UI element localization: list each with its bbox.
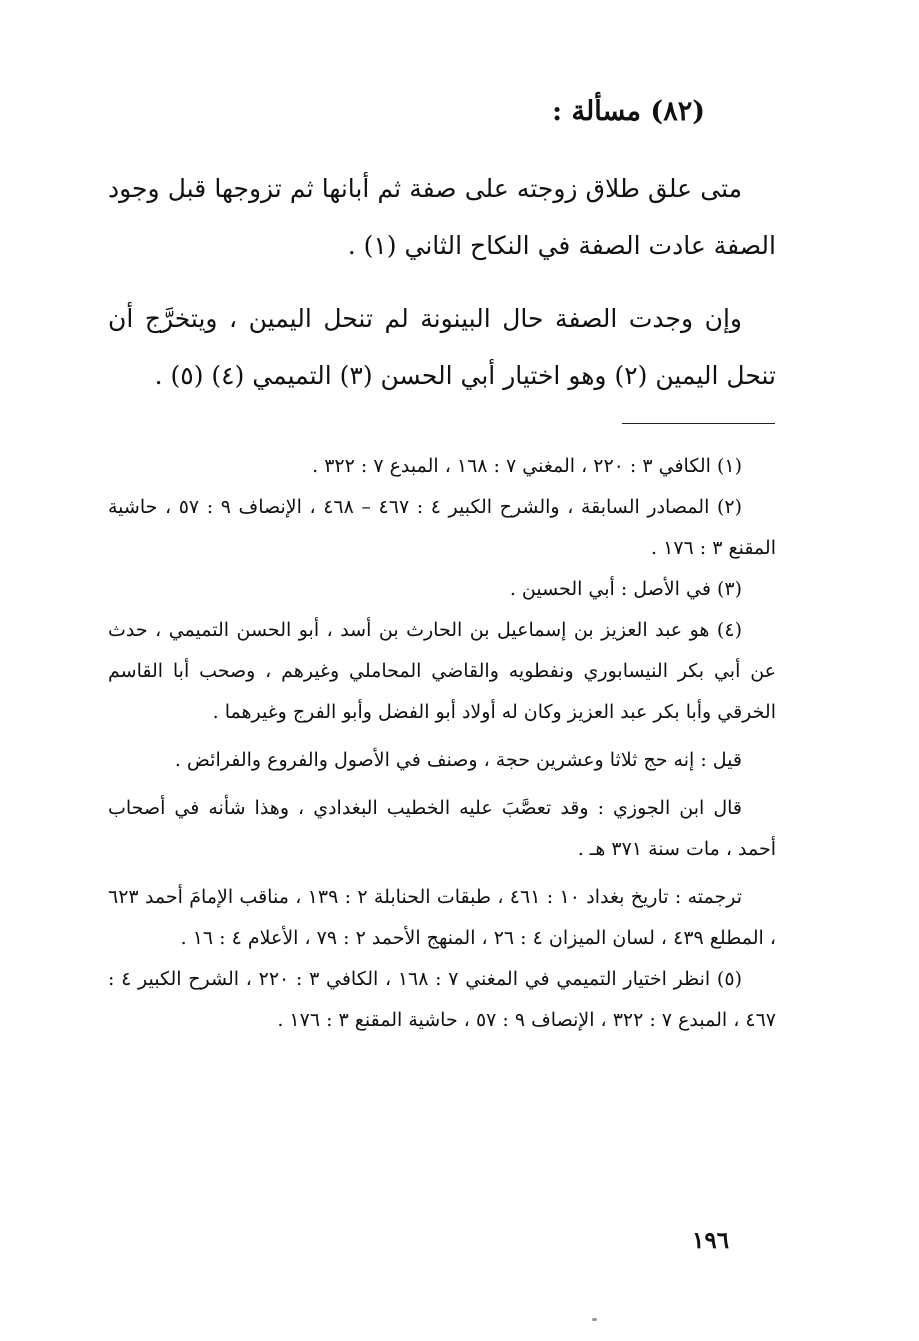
- main-paragraph: وإن وجدت الصفة حال البينونة لم تنحل اليمين ، ويتخرَّج أن تنحل اليمين (٢) وهو اختيار أبي الحسن (٣) التميمي (٤) (٥) .: [108, 304, 776, 390]
- issue-heading: (٨٢) مسألة :: [552, 96, 705, 127]
- footnote-separator: [622, 423, 775, 424]
- footnote-3: (٣) في الأصل : أبي الحسين .: [509, 578, 742, 600]
- footnote-4: (٤) هو عبد العزيز بن إسماعيل بن الحارث بن أسد ، أبو الحسن التميمي ، حدث عن أبي بكر النيسابوري ونفطويه والقاضي المحاملي وغيرهم ، وصحب أبا القاسم الخرقي وأبا بكر عبد العزيز وكان له أولاد أبو الفضل وأبو الفرج وغيرهما .: [108, 619, 776, 723]
- footnote-4-sources: ترجمته : تاريخ بغداد ١٠ : ٤٦١ ، طبقات الحنابلة ٢ : ١٣٩ ، مناقب الإمامَ أحمد ٦٢٣ ، المطلع ٤٣٩ ، لسان الميزان ٤ : ٢٦ ، المنهج الأحمد ٢ : ٧٩ ، الأعلام ٤ : ١٦ .: [108, 886, 776, 949]
- main-paragraph: متى علق طلاق زوجته على صفة ثم أبانها ثم تزوجها قبل وجود الصفة عادت الصفة في النكاح الثاني (١) .: [108, 174, 776, 260]
- footnote-4-continued: قيل : إنه حج ثلاثا وعشرين حجة ، وصنف في الأصول والفروع والفرائض .: [174, 749, 742, 771]
- main-text: [108, 160, 776, 420]
- footnote-2: (٢) المصادر السابقة ، والشرح الكبير ٤ : ٤٦٧ – ٤٦٨ ، الإنصاف ٩ : ٥٧ ، حاشية المقنع ٣ : ١٧٦ .: [108, 496, 776, 559]
- footnote-1: (١) الكافي ٣ : ٢٢٠ ، المغني ٧ : ١٦٨ ، المبدع ٧ : ٣٢٢ .: [312, 455, 742, 477]
- footnote-5: (٥) انظر اختيار التميمي في المغني ٧ : ١٦٨ ، الكافي ٣ : ٢٢٠ ، الشرح الكبير ٤ : ٤٦٧ ، المبدع ٧ : ٣٢٢ ، الإنصاف ٩ : ٥٧ ، حاشية المقنع ٣ : ١٧٦ .: [108, 968, 776, 1031]
- page-number: ١٩٦: [692, 1227, 730, 1254]
- footnote-4-continued: قال ابن الجوزي : وقد تعصَّبَ عليه الخطيب البغدادي ، وهذا شأنه في أصحاب أحمد ، مات سنة ٣٧١ هـ .: [108, 797, 776, 860]
- footnotes: [108, 446, 776, 1041]
- scan-speck: [592, 1318, 597, 1321]
